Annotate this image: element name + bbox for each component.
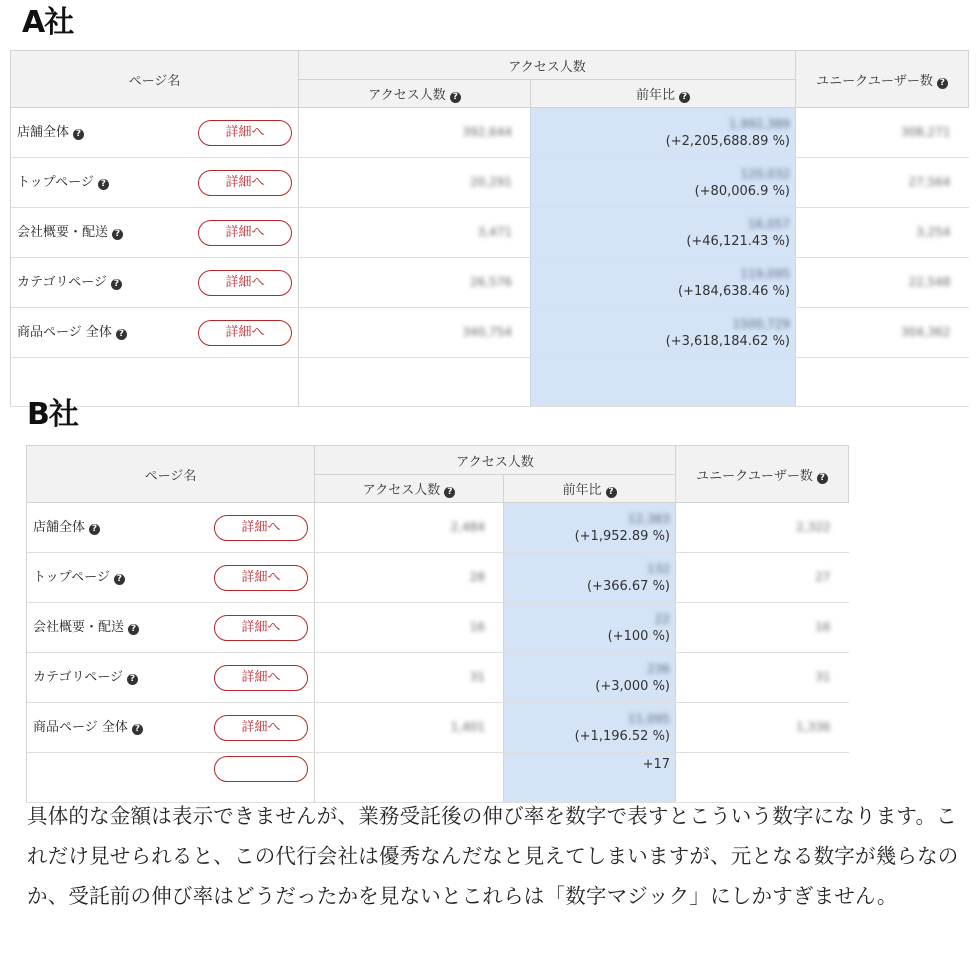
access-value: 28 [469,570,485,584]
detail-button[interactable] [214,756,308,782]
unique-users-value: 27,564 [908,175,951,189]
header-unique-users: ユニークユーザー数 ? [796,51,969,108]
row-name: トップページ [33,570,110,585]
question-circle-icon[interactable]: ? [606,487,617,498]
yoy-value: 236 [647,661,670,676]
row-name: 店舗全体 [33,520,86,535]
body-paragraph: 具体的な金額は表示できませんが、業務受託後の伸び率を数字で表すとこういう数字になります。これだけ見せられると、この代行会社は優秀なんだなと見えてしまいますが、元となる数字が幾らなのか、受託前の伸び率はどうだったかを見ないとこれらは「数字マジック」にしかすぎません。 [27,804,959,908]
yoy-value: 12,383 [628,511,670,526]
detail-button[interactable]: 詳細へ [214,515,308,541]
table-row [11,108,969,158]
detail-button[interactable]: 詳細へ [198,170,292,196]
row-name: カテゴリページ [33,670,123,685]
header-access: アクセス人数 ? [299,80,531,108]
table-row [27,503,849,553]
yoy-percent: (+3,618,184.62 %) [665,333,790,349]
header-yoy: 前年比 ? [504,475,676,503]
yoy-value: 132 [647,561,670,576]
unique-users-value: 1,336 [796,720,831,734]
row-name: 商品ページ 全体 [17,325,112,340]
yoy-percent: (+366.67 %) [586,578,670,594]
question-circle-icon[interactable]: ? [112,229,123,240]
unique-users-value: 16 [815,620,831,634]
question-circle-icon[interactable]: ? [114,574,125,585]
row-name: 会社概要・配送 [33,620,125,635]
question-circle-icon[interactable]: ? [89,524,100,535]
detail-button[interactable]: 詳細へ [214,715,308,741]
stats-table [26,445,849,803]
question-circle-icon[interactable]: ? [444,487,455,498]
access-value: 26,576 [470,275,512,289]
row-name: 商品ページ 全体 [33,720,128,735]
row-name: 店舗全体 [17,125,70,140]
question-circle-icon[interactable]: ? [817,473,828,484]
yoy-percent: (+2,205,688.89 %) [665,133,790,149]
question-circle-icon[interactable]: ? [450,92,461,103]
access-value: 2,484 [450,520,485,534]
header-page-name: ページ名 [11,51,299,108]
row-name: カテゴリページ [17,275,107,290]
unique-users-value: 308,271 [900,125,951,139]
header-page-name: ページ名 [27,446,315,503]
unique-users-value: 2,322 [796,520,831,534]
question-circle-icon[interactable]: ? [679,92,690,103]
detail-button[interactable]: 詳細へ [198,270,292,296]
question-circle-icon[interactable]: ? [98,179,109,190]
detail-button[interactable]: 詳細へ [198,220,292,246]
company-a-heading: A社 [22,5,74,40]
question-circle-icon[interactable]: ? [128,624,139,635]
table-row-partial [11,358,969,407]
question-circle-icon[interactable]: ? [116,329,127,340]
access-value: 340,754 [462,325,512,339]
detail-button[interactable]: 詳細へ [198,320,292,346]
stats-table [10,50,969,407]
unique-users-value: 31 [815,670,831,684]
access-value: 1,401 [450,720,485,734]
question-circle-icon[interactable]: ? [73,129,84,140]
table-row [11,258,969,308]
table-row [27,553,849,603]
header-unique-users: ユニークユーザー数 ? [676,446,849,503]
yoy-value: 1,992,389 [728,116,790,131]
table-row [27,703,849,753]
unique-users-value: 3,254 [916,225,951,239]
row-name: トップページ [17,175,94,190]
yoy-value: 16,057 [748,216,790,231]
yoy-percent: (+1,196.52 %) [574,728,670,744]
header-yoy: 前年比 ? [531,80,796,108]
header-access-group: アクセス人数 [315,446,676,475]
yoy-value: 22 [654,611,670,626]
yoy-percent: (+100 %) [607,628,670,644]
yoy-value: 120,032 [740,166,790,181]
question-circle-icon[interactable]: ? [937,78,948,89]
yoy-percent: (+3,000 %) [595,678,670,694]
access-value: 31 [469,670,485,684]
yoy-percent: (+1,952.89 %) [574,528,670,544]
detail-button[interactable]: 詳細へ [214,665,308,691]
access-value: 16 [469,620,485,634]
detail-button[interactable]: 詳細へ [214,565,308,591]
company-b-heading: B社 [27,397,78,432]
header-access: アクセス人数 ? [315,475,504,503]
yoy-value: 11,095 [628,711,670,726]
yoy-percent: (+184,638.46 %) [678,283,790,299]
yoy-percent: (+46,121.43 %) [686,233,790,249]
question-circle-icon[interactable]: ? [111,279,122,290]
access-value: 3,471 [477,225,512,239]
table-row [11,308,969,358]
partial-row-value: +17 [642,757,670,772]
unique-users-value: 22,548 [908,275,951,289]
table-row-partial [27,753,849,803]
row-name: 会社概要・配送 [17,225,109,240]
yoy-value: 119,095 [740,266,790,281]
unique-users-value: 304,362 [900,325,951,339]
access-value: 20,291 [470,175,512,189]
question-circle-icon[interactable]: ? [127,674,138,685]
table-row [11,208,969,258]
header-access-group: アクセス人数 [299,51,796,80]
access-value: 392,644 [462,125,512,139]
detail-button[interactable]: 詳細へ [198,120,292,146]
yoy-value: 1500,729 [732,316,790,331]
question-circle-icon[interactable]: ? [132,724,143,735]
table-row [27,603,849,653]
table-row [11,158,969,208]
unique-users-value: 27 [815,570,831,584]
table-row [27,653,849,703]
company-b-table [26,445,848,772]
company-a-table [10,50,968,362]
detail-button[interactable]: 詳細へ [214,615,308,641]
yoy-percent: (+80,006.9 %) [694,183,790,199]
